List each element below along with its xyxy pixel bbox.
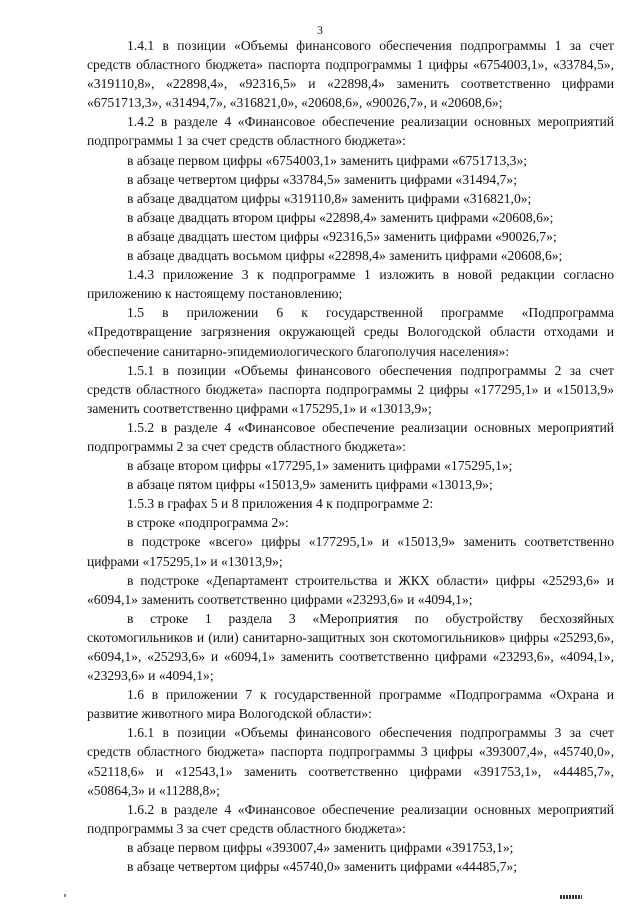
paragraph: 1.4.2 в разделе 4 «Финансовое обеспечение реализации основных мероприятий подпрограммы 1 за счет средств областного бюджета»: <box>87 114 614 149</box>
paragraph: 1.5.1 в позиции «Объемы финансового обеспечения подпрограммы 2 за счет средств областного бюджета» паспорта подпрограммы 2 цифры «177295,1» и «15013,9» заменить соответственно цифрами «175295,1» и «13013,9»; <box>87 362 614 416</box>
paragraph: в абзаце четвертом цифры «33784,5» заменить цифрами «31494,7»; <box>127 171 517 187</box>
paragraph: в абзаце двадцать восьмом цифры «22898,4» заменить цифрами «20608,6»; <box>127 248 563 264</box>
paragraph: 1.4.1 в позиции «Объемы финансового обеспечения подпрограммы 1 за счет средств областного бюджета» паспорта подпрограммы 1 цифры «6754003,1», «33784,5», «319110,8», «22898,4», «92316,5» и «22898,4» заменить соответственно цифрами «6751713,3», «31494,7», «316821,0», «20608,6», «90026,7», и «20608,6»; <box>87 38 614 111</box>
paragraph: в подстроке «Департамент строительства и ЖКХ области» цифры «25293,6» и «6094,1» заменить соответственно цифрами «23293,6» и «4094,1»; <box>87 572 614 607</box>
paragraph: 1.5.2 в разделе 4 «Финансовое обеспечение реализации основных мероприятий подпрограммы 2 за счет средств областного бюджета»: <box>87 419 614 454</box>
paragraph: в подстроке «всего» цифры «177295,1» и «15013,9» заменить соответственно цифрами «175295,1» и «13013,9»; <box>87 534 614 569</box>
paragraph: в строке 1 раздела 3 «Мероприятия по обустройству бесхозяйных скотомогильников и (или) санитарно-защитных зон скотомогильников» цифры «25293,6», «6094,1», «25293,6» и «6094,1» заменить соответственно цифрами «23293,6», «4094,1», «23293,6» и «4094,1»; <box>87 610 614 684</box>
paragraph: в абзаце пятом цифры «15013,9» заменить цифрами «13013,9»; <box>127 477 493 493</box>
paragraph: в строке «подпрограмма 2»: <box>127 515 289 531</box>
paragraph: в абзаце четвертом цифры «45740,0» заменить цифрами «44485,7»; <box>127 859 517 875</box>
paragraph: в абзаце двадцать втором цифры «22898,4» заменить цифрами «20608,6»; <box>127 209 554 225</box>
paragraph: 1.5 в приложении 6 к государственной программе «Подпрограмма «Предотвращение загрязнения окружающей среды Вологодской области отходами и обеспечение санитарно-эпидемиологического благополучия населения»: <box>87 305 614 359</box>
paragraph: 1.5.3 в графах 5 и 8 приложения 4 к подпрограмме 2: <box>127 496 434 512</box>
scan-artifact <box>560 895 582 899</box>
paragraph: 1.6 в приложении 7 к государственной программе «Подпрограмма «Охрана и развитие животного мира Вологодской области»: <box>87 687 614 722</box>
scan-artifact <box>64 894 66 897</box>
paragraph: 1.4.3 приложение 3 к подпрограмме 1 изложить в новой редакции согласно приложению к настоящему постановлению; <box>87 267 614 302</box>
paragraph: 1.6.2 в разделе 4 «Финансовое обеспечение реализации основных мероприятий подпрограммы 3 за счет средств областного бюджета»: <box>87 801 614 836</box>
paragraph: 1.6.1 в позиции «Объемы финансового обеспечения подпрограммы 3 за счет средств областного бюджета» паспорта подпрограммы 3 цифры «393007,4», «45740,0», «52118,6» и «12543,1» заменить соответственно цифрами «391753,1», «44485,7», «50864,3» и «11288,8»; <box>87 725 614 798</box>
paragraph: в абзаце первом цифры «393007,4» заменить цифрами «391753,1»; <box>127 839 514 855</box>
page-number: 3 <box>317 25 323 37</box>
document-body <box>87 36 614 876</box>
paragraph: в абзаце двадцать шестом цифры «92316,5» заменить цифрами «90026,7»; <box>127 228 557 244</box>
paragraph: в абзаце первом цифры «6754003,1» заменить цифрами «6751713,3»; <box>127 152 528 168</box>
paragraph: в абзаце втором цифры «177295,1» заменить цифрами «175295,1»; <box>127 458 513 474</box>
paragraph: в абзаце двадцатом цифры «319110,8» заменить цифрами «316821,0»; <box>127 190 532 206</box>
